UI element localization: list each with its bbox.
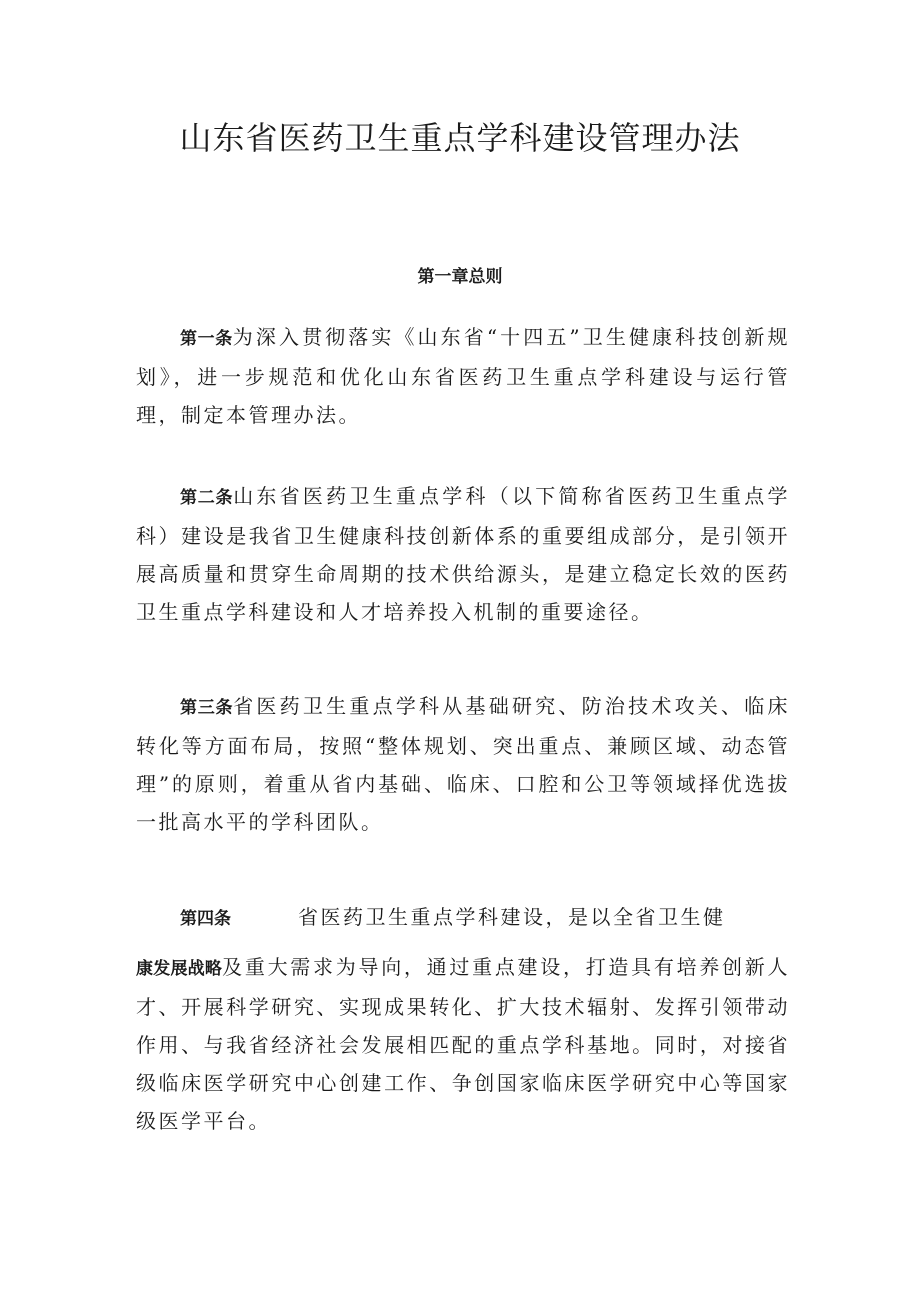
article-2 [136,477,790,631]
article-4-text-rest: 及重大需求为导向，通过重点建设，打造具有培养创新人才、开展科学研究、实现成果转化、扩大技术辐射、发挥引领带动作用、与我省经济社会发展相匹配的重点学科基地。同时，对接省级临床医学研究中心创建工作、争创国家临床医学研究中心等国家级医学平台。 [136,955,791,1133]
article-2-text: 山东省医药卫生重点学科（以下简称省医药卫生重点学科）建设是我省卫生健康科技创新体系的重要组成部分，是引领开展高质量和贯穿生命周期的技术供给源头，是建立稳定长效的医药卫生重点学科建设和人才培养投入机制的重要途径。 [136,484,791,624]
article-3 [136,687,790,841]
document-title: 山东省医药卫生重点学科建设管理办法 [179,119,741,157]
article-1-label: 第一条 [180,329,233,349]
article-4-bold-phrase: 康发展战略 [136,959,223,979]
article-1-text: 为深入贯彻落实《山东省“十四五”卫生健康科技创新规划》，进一步规范和优化山东省医药卫生重点学科建设与运行管理，制定本管理办法。 [136,325,791,427]
article-4-body [136,948,790,1140]
chapter-heading: 第一章总则 [417,267,503,287]
article-3-text: 省医药卫生重点学科从基础研究、防治技术攻关、临床转化等方面布局，按照“整体规划、突出重点、兼顾区域、动态管理”的原则，着重从省内基础、临床、口腔和公卫等领域择优选拔一批高水平的学科团队。 [136,694,791,834]
article-2-label: 第二条 [180,488,234,508]
article-1 [136,318,790,434]
article-4-label: 第四条 [180,909,231,929]
article-4-first-line [180,898,726,938]
article-4-text-line1: 省医药卫生重点学科建设，是以全省卫生健 [298,905,726,929]
article-3-label: 第三条 [180,698,234,718]
